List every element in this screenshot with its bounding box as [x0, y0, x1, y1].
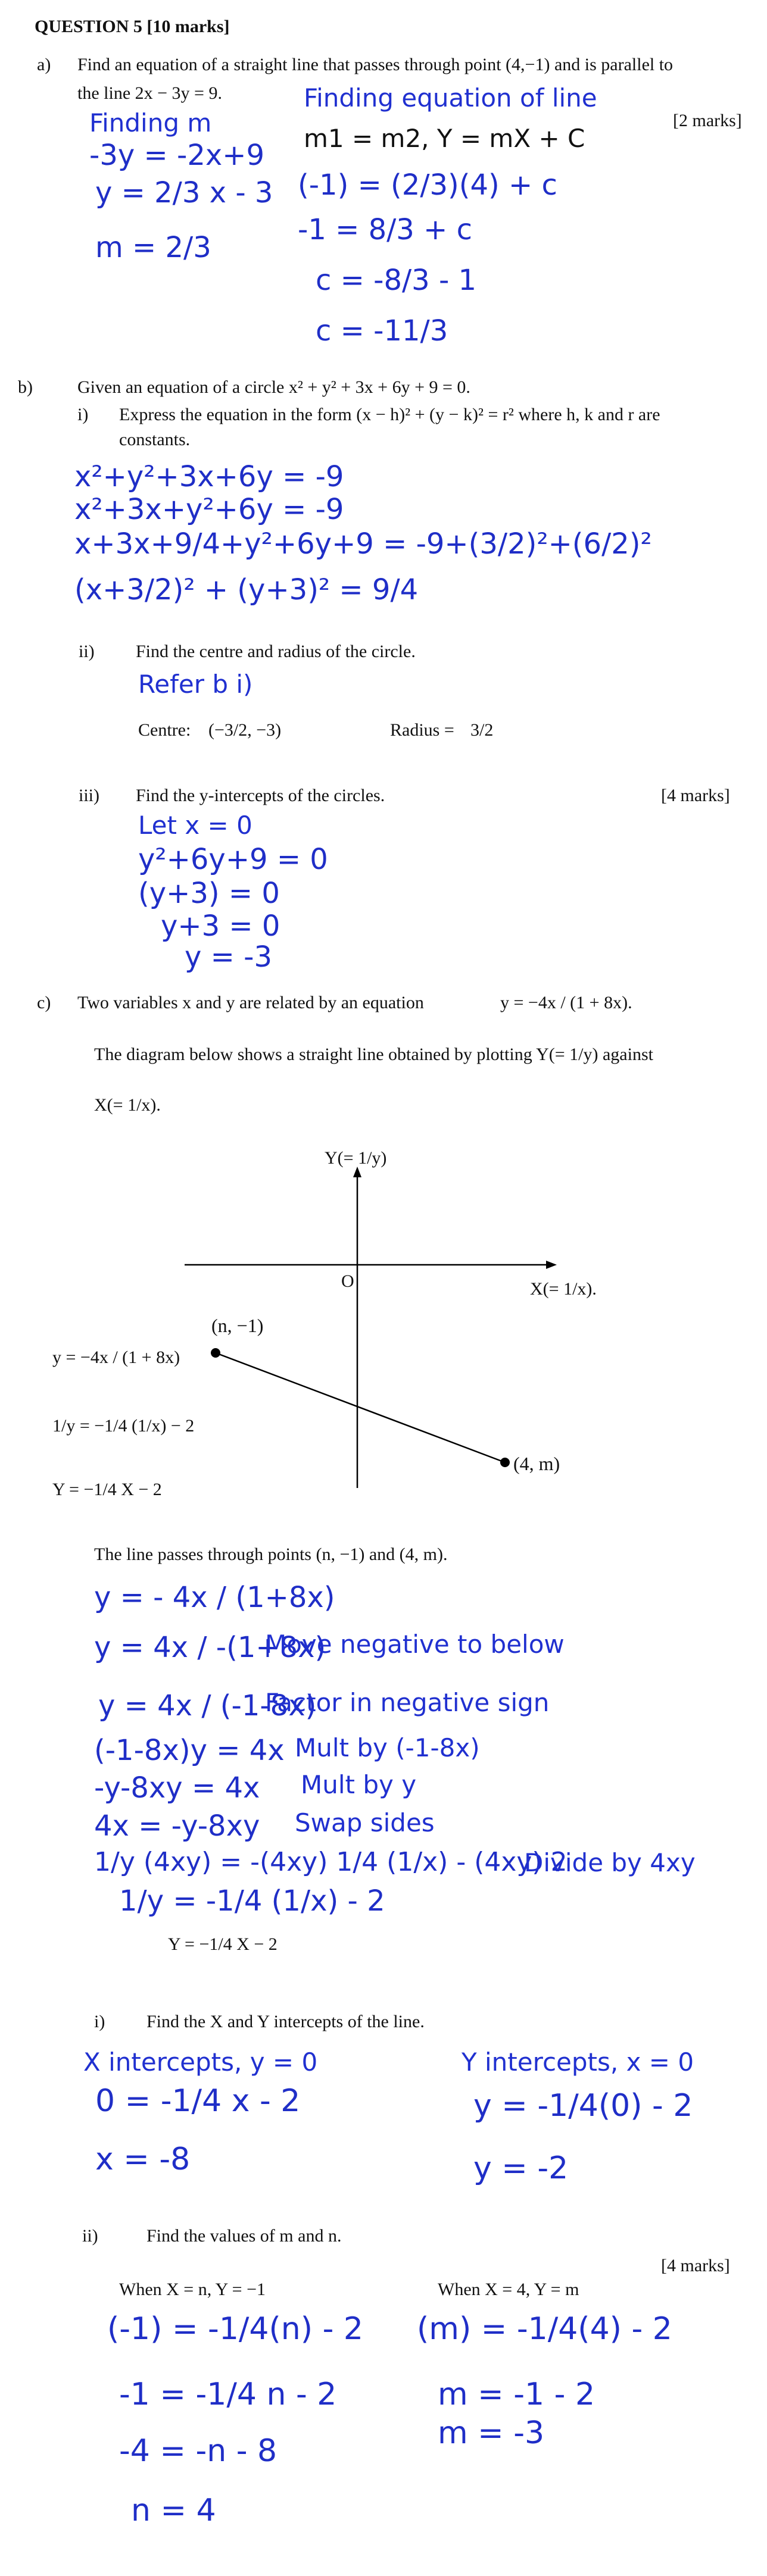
m-step-2: m = -1 - 2 — [438, 2377, 595, 2412]
point1-label: (n, −1) — [211, 1315, 264, 1336]
x-intercept-step-2: x = -8 — [95, 2142, 191, 2177]
part-a-right-step-4: c = -11/3 — [316, 314, 448, 348]
side-eq-2: 1/y = −1/4 (1/x) − 2 — [52, 1416, 195, 1436]
y-intercept-title: Y intercepts, x = 0 — [462, 2047, 694, 2077]
derivation-note-2: Move negative to below — [265, 1630, 565, 1659]
derivation-eq-3: y = 4x / (-1-8x) — [98, 1689, 317, 1722]
part-c-ii-marks: [4 marks] — [661, 2256, 730, 2275]
part-b-i-line1: Express the equation in the form (x − h)² + (y − k)² = r² where h, k and r are — [119, 405, 660, 424]
radius-label: Radius = — [390, 720, 454, 740]
part-c-i-label: i) — [94, 2012, 105, 2031]
side-eq-3: Y = −1/4 X − 2 — [52, 1480, 162, 1499]
left-condition: When X = n, Y = −1 — [119, 2280, 266, 2299]
part-b-iii-step-3: (y+3) = 0 — [138, 877, 280, 910]
part-b-label: b) — [18, 377, 33, 397]
plotted-line — [216, 1353, 505, 1462]
part-a-marks: [2 marks] — [673, 111, 742, 130]
part-b-i-step-1: x²+y²+3x+6y = -9 — [74, 460, 344, 493]
part-b-ii-label: ii) — [79, 642, 95, 661]
derivation-eq-8: 1/y = -1/4 (1/x) - 2 — [119, 1884, 385, 1918]
part-a-line1: Find an equation of a straight line that passes through point (4,−1) and is parallel to — [77, 55, 674, 74]
m-step-1: (m) = -1/4(4) - 2 — [417, 2311, 672, 2347]
part-b-intro: Given an equation of a circle x² + y² + 3x + 6y + 9 = 0. — [77, 377, 470, 397]
part-b-i-step-2: x²+3x+y²+6y = -9 — [74, 493, 344, 526]
part-c-ii-label: ii) — [82, 2226, 98, 2246]
part-b-ii-text: Find the centre and radius of the circle. — [136, 642, 416, 661]
part-b-iii-text: Find the y-intercepts of the circles. — [136, 786, 385, 805]
derivation-eq-6: 4x = -y-8xy — [94, 1809, 260, 1843]
right-condition: When X = 4, Y = m — [438, 2280, 579, 2299]
part-c-intro: Two variables x and y are related by an equation — [77, 993, 424, 1012]
n-step-3: -4 = -n - 8 — [119, 2433, 278, 2469]
point-4-m — [500, 1458, 510, 1467]
finding-equation-title: Finding equation of line — [304, 83, 597, 112]
derivation-eq-7: 1/y (4xy) = -(4xy) 1/4 (1/x) - (4xy) 2 — [94, 1847, 568, 1877]
part-a-left-step-3: m = 2/3 — [95, 231, 211, 264]
part-b-iii-step-5: y = -3 — [185, 940, 272, 974]
part-c-diagram-line2: X(= 1/x). — [94, 1095, 161, 1115]
part-a-right-step-3: c = -8/3 - 1 — [316, 264, 477, 297]
n-step-1: (-1) = -1/4(n) - 2 — [107, 2311, 363, 2347]
part-b-iii-step-1: Let x = 0 — [138, 811, 252, 840]
derivation-final: Y = −1/4 X − 2 — [168, 1934, 278, 1954]
part-b-i-label: i) — [77, 405, 89, 424]
part-a-left-step-1: -3y = -2x+9 — [89, 139, 265, 172]
x-intercept-title: X intercepts, y = 0 — [83, 2047, 318, 2077]
part-a-right-step-2: -1 = 8/3 + c — [298, 213, 472, 246]
x-intercept-step-1: 0 = -1/4 x - 2 — [95, 2083, 301, 2119]
derivation-eq-5: -y-8xy = 4x — [94, 1771, 260, 1805]
derivation-note-6: Swap sides — [295, 1808, 435, 1837]
part-c-equation: y = −4x / (1 + 8x). — [500, 993, 632, 1012]
part-b-i-step-3: x+3x+9/4+y²+6y+9 = -9+(3/2)²+(6/2)² — [74, 527, 652, 561]
radius-value: 3/2 — [470, 720, 494, 740]
derivation-note-5: Mult by y — [301, 1770, 417, 1799]
part-c-label: c) — [37, 993, 51, 1012]
y-axis-label: Y(= 1/y) — [325, 1148, 387, 1168]
part-c-i-text: Find the X and Y intercepts of the line. — [146, 2012, 425, 2031]
x-axis-arrow — [546, 1261, 557, 1269]
derivation-note-3: Factor in negative sign — [265, 1688, 550, 1717]
origin-label: O — [341, 1271, 354, 1291]
y-axis-arrow — [353, 1167, 361, 1177]
part-a-right-step-1: (-1) = (2/3)(4) + c — [298, 168, 557, 202]
derivation-note-4: Mult by (-1-8x) — [295, 1733, 480, 1762]
part-c-diagram-line1: The diagram below shows a straight line obtained by plotting Y(= 1/y) against — [94, 1045, 653, 1064]
centre-label: Centre: — [138, 720, 191, 740]
part-b-i-line2: constants. — [119, 430, 191, 449]
part-a-label: a) — [37, 55, 51, 74]
passes-through-text: The line passes through points (n, −1) and (4, m). — [94, 1545, 448, 1564]
m-step-3: m = -3 — [438, 2415, 545, 2451]
part-a-left-step-2: y = 2/3 x - 3 — [95, 176, 273, 210]
derivation-note-7: Divide by 4xy — [524, 1848, 696, 1877]
part-a-line2: the line 2x − 3y = 9. — [77, 83, 222, 103]
finding-m-title: Finding m — [89, 108, 212, 137]
y-intercept-step-1: y = -1/4(0) - 2 — [473, 2088, 693, 2124]
parallel-rule: m1 = m2, Y = mX + C — [304, 124, 585, 153]
side-eq-1: y = −4x / (1 + 8x) — [52, 1348, 180, 1367]
point-n-minus1 — [211, 1348, 220, 1358]
part-c-ii-text: Find the values of m and n. — [146, 2226, 342, 2246]
centre-value: (−3/2, −3) — [208, 720, 282, 740]
part-b-i-step-4: (x+3/2)² + (y+3)² = 9/4 — [74, 573, 419, 607]
part-b-iii-marks: [4 marks] — [661, 786, 730, 805]
part-b-iii-label: iii) — [79, 786, 99, 805]
y-intercept-step-2: y = -2 — [473, 2150, 569, 2186]
question-header: QUESTION 5 [10 marks] — [35, 17, 230, 36]
refer-b-i-note: Refer b i) — [138, 670, 253, 699]
part-b-iii-step-4: y+3 = 0 — [161, 909, 280, 943]
part-b-iii-step-2: y²+6y+9 = 0 — [138, 843, 328, 876]
derivation-eq-2: y = 4x / -(1+8x) — [94, 1631, 326, 1664]
derivation-eq-4: (-1-8x)y = 4x — [94, 1734, 285, 1767]
line-graph — [0, 1119, 767, 1536]
n-step-2: -1 = -1/4 n - 2 — [119, 2377, 337, 2412]
derivation-eq-1: y = - 4x / (1+8x) — [94, 1581, 335, 1614]
point2-label: (4, m) — [513, 1453, 560, 1474]
x-axis-label: X(= 1/x). — [530, 1279, 597, 1299]
n-step-4: n = 4 — [131, 2493, 216, 2528]
